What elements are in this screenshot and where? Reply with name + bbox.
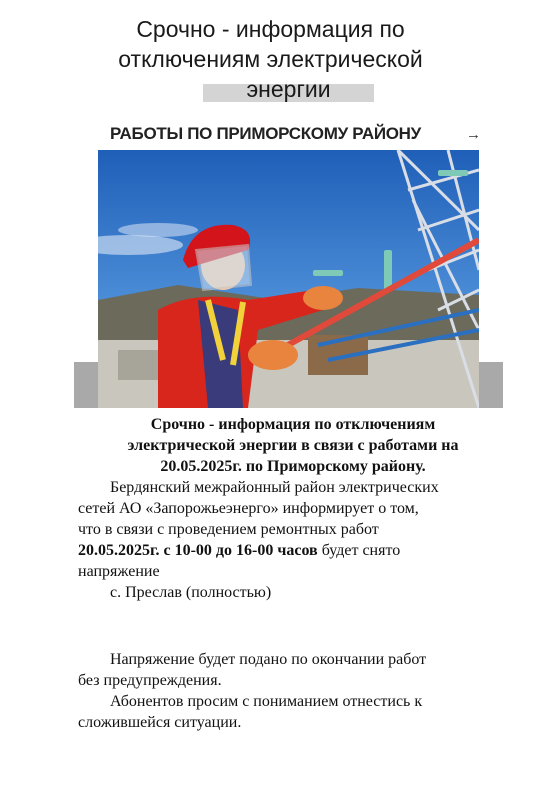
title-line-1: Срочно - информация по (136, 16, 405, 42)
notice-para-3-line-1: Абонентов просим с пониманием отнестись к (110, 693, 423, 710)
notice-para-1-line-5: напряжение (78, 563, 160, 580)
notice-heading-line-1: Срочно - информация по отключениям (150, 416, 436, 433)
notice-para-2-line-2: без предупреждения. (78, 672, 222, 689)
notice-heading-line-3: 20.05.2025г. по Приморскому району. (160, 458, 426, 475)
notice-para-1-after: будет снято (317, 542, 401, 559)
outage-location: с. Преслав (полностью) (110, 584, 272, 601)
notice-heading (78, 414, 508, 477)
notice-body (78, 414, 508, 733)
notice-para-1-line-1: Бердянский межрайонный район электрических (110, 479, 439, 496)
notice-para-1-line-3: что в связи с проведением ремонтных работ (78, 521, 379, 538)
spacer (78, 603, 508, 649)
title-line-2: отключениям электрической (118, 46, 423, 72)
lineman-photo-illustration (98, 150, 479, 408)
outage-time: 20.05.2025г. с 10-00 до 16-00 часов (78, 542, 318, 559)
lineman-photo (98, 150, 479, 408)
notice-para-1-line-4 (78, 540, 508, 561)
notice-heading-line-2: электрической энергии в связи с работами на (127, 437, 459, 454)
page-title (60, 14, 481, 74)
notice-para-3-line-2: сложившейся ситуации. (78, 714, 242, 731)
notice-para-2-line-1: Напряжение будет подано по окончании работ (110, 651, 427, 668)
title-line-3: энергии (246, 76, 331, 102)
arrow-icon: → (466, 126, 481, 143)
notice-para-1-line-2: сетей АО «Запорожьеэнерго» информирует о том, (78, 500, 419, 517)
banner-title: РАБОТЫ ПО ПРИМОРСКОМУ РАЙОНУ (110, 124, 421, 143)
